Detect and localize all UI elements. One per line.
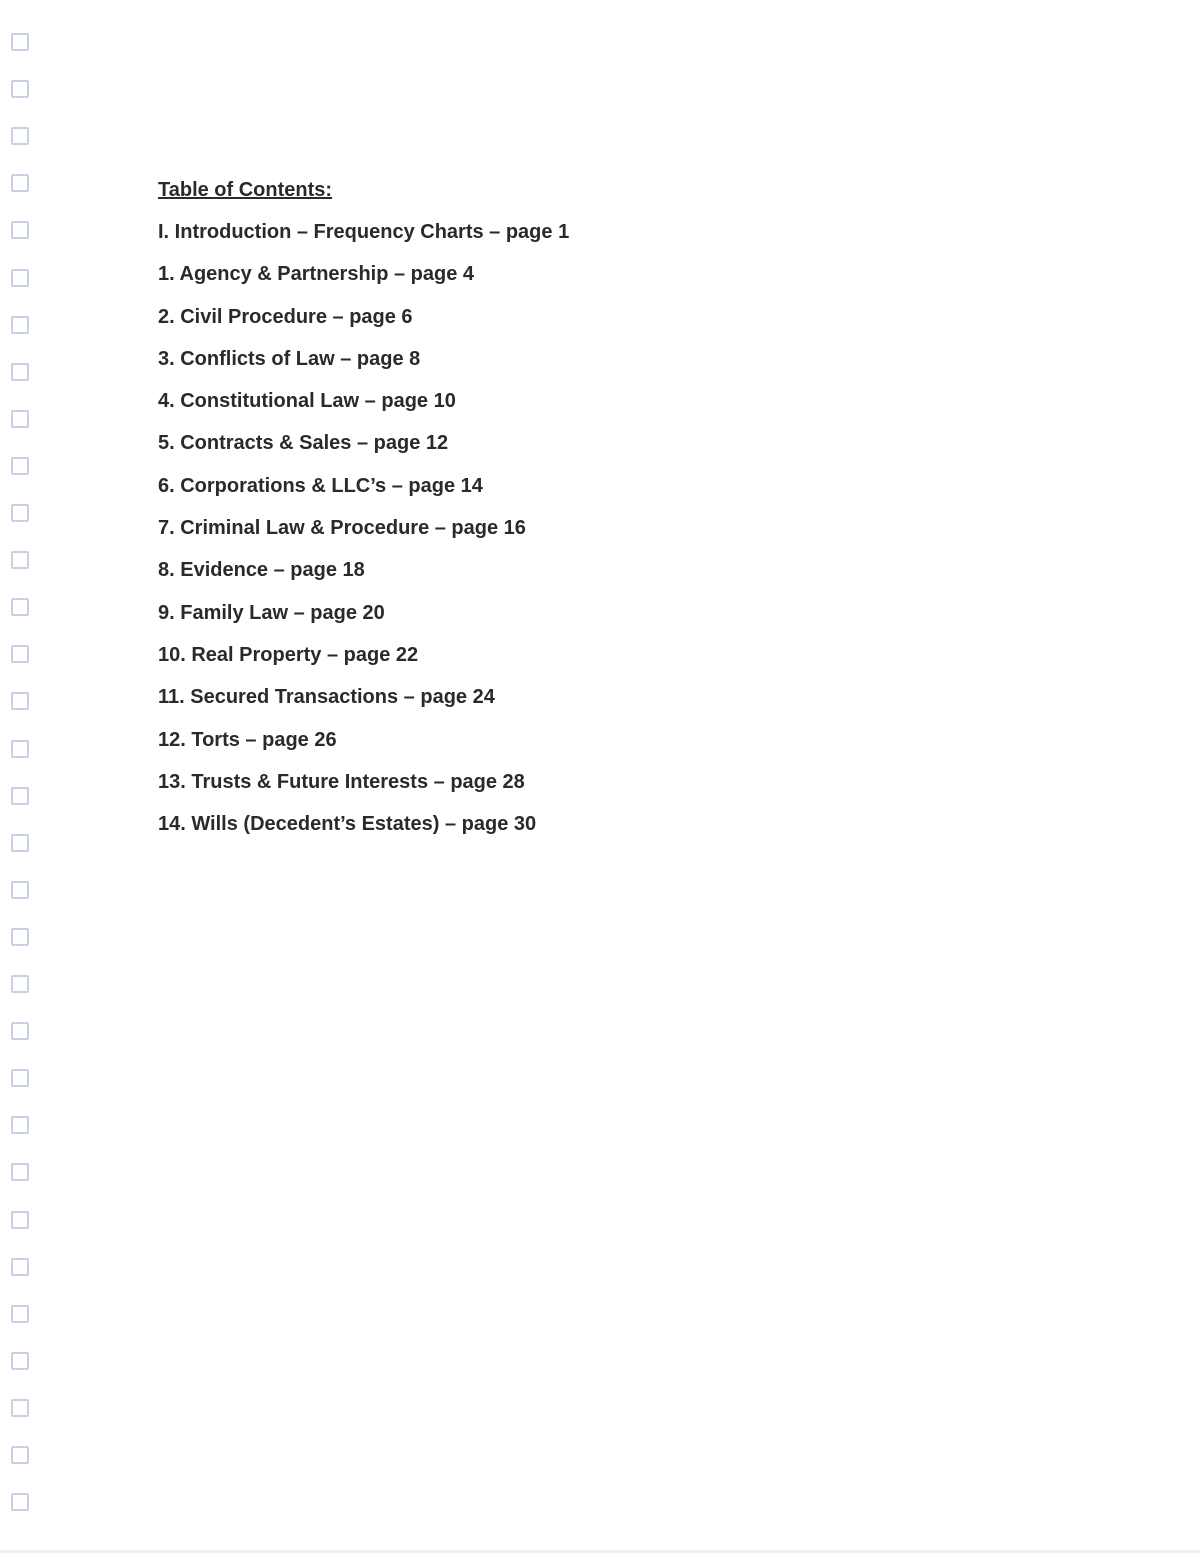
binding-hole	[11, 174, 29, 192]
binding-hole	[11, 834, 29, 852]
binding-hole	[11, 1116, 29, 1134]
binding-hole	[11, 457, 29, 475]
binding-hole	[11, 221, 29, 239]
binding-hole	[11, 33, 29, 51]
binding-hole	[11, 551, 29, 569]
toc-entry-family-law: 9. Family Law – page 20	[158, 601, 385, 624]
binding-hole	[11, 1493, 29, 1511]
binding-hole	[11, 1446, 29, 1464]
binding-hole	[11, 504, 29, 522]
binding-hole	[11, 881, 29, 899]
toc-entry-conflicts-of-law: 3. Conflicts of Law – page 8	[158, 347, 421, 370]
binding-holes	[11, 33, 33, 1523]
binding-hole	[11, 645, 29, 663]
toc-entry-torts: 12. Torts – page 26	[158, 728, 337, 751]
binding-hole	[11, 928, 29, 946]
toc-entry-trusts-future-interests: 13. Trusts & Future Interests – page 28	[158, 770, 525, 793]
binding-hole	[11, 598, 29, 616]
toc-list	[158, 218, 858, 838]
toc-entry-evidence: 8. Evidence – page 18	[158, 559, 365, 582]
toc-entry-contracts-sales: 5. Contracts & Sales – page 12	[158, 432, 449, 455]
binding-hole	[11, 80, 29, 98]
toc-entry-secured-transactions: 11. Secured Transactions – page 24	[158, 686, 495, 709]
binding-hole	[11, 1399, 29, 1417]
binding-hole	[11, 740, 29, 758]
binding-hole	[11, 1022, 29, 1040]
binding-hole	[11, 1211, 29, 1229]
binding-hole	[11, 1069, 29, 1087]
toc-entry-agency-partnership: 1. Agency & Partnership – page 4	[158, 263, 475, 286]
binding-hole	[11, 316, 29, 334]
binding-hole	[11, 1258, 29, 1276]
toc-entry-corporations-llcs: 6. Corporations & LLC’s – page 14	[158, 474, 483, 497]
binding-hole	[11, 269, 29, 287]
toc-entry-wills: 14. Wills (Decedent’s Estates) – page 30	[158, 813, 537, 836]
binding-hole	[11, 692, 29, 710]
binding-hole	[11, 410, 29, 428]
toc-entry-real-property: 10. Real Property – page 22	[158, 643, 419, 666]
toc-title: Table of Contents:	[158, 179, 333, 201]
binding-hole	[11, 363, 29, 381]
binding-hole	[11, 127, 29, 145]
toc-entry-criminal-law-procedure: 7. Criminal Law & Procedure – page 16	[158, 517, 526, 540]
binding-hole	[11, 1305, 29, 1323]
binding-hole	[11, 1163, 29, 1181]
toc-entry-civil-procedure: 2. Civil Procedure – page 6	[158, 305, 413, 328]
toc-entry-introduction: I. Introduction – Frequency Charts – page 1	[158, 221, 570, 243]
binding-hole	[11, 1352, 29, 1370]
toc-entry-constitutional-law: 4. Constitutional Law – page 10	[158, 390, 456, 413]
table-of-contents	[158, 176, 858, 852]
binding-hole	[11, 787, 29, 805]
binding-hole	[11, 975, 29, 993]
